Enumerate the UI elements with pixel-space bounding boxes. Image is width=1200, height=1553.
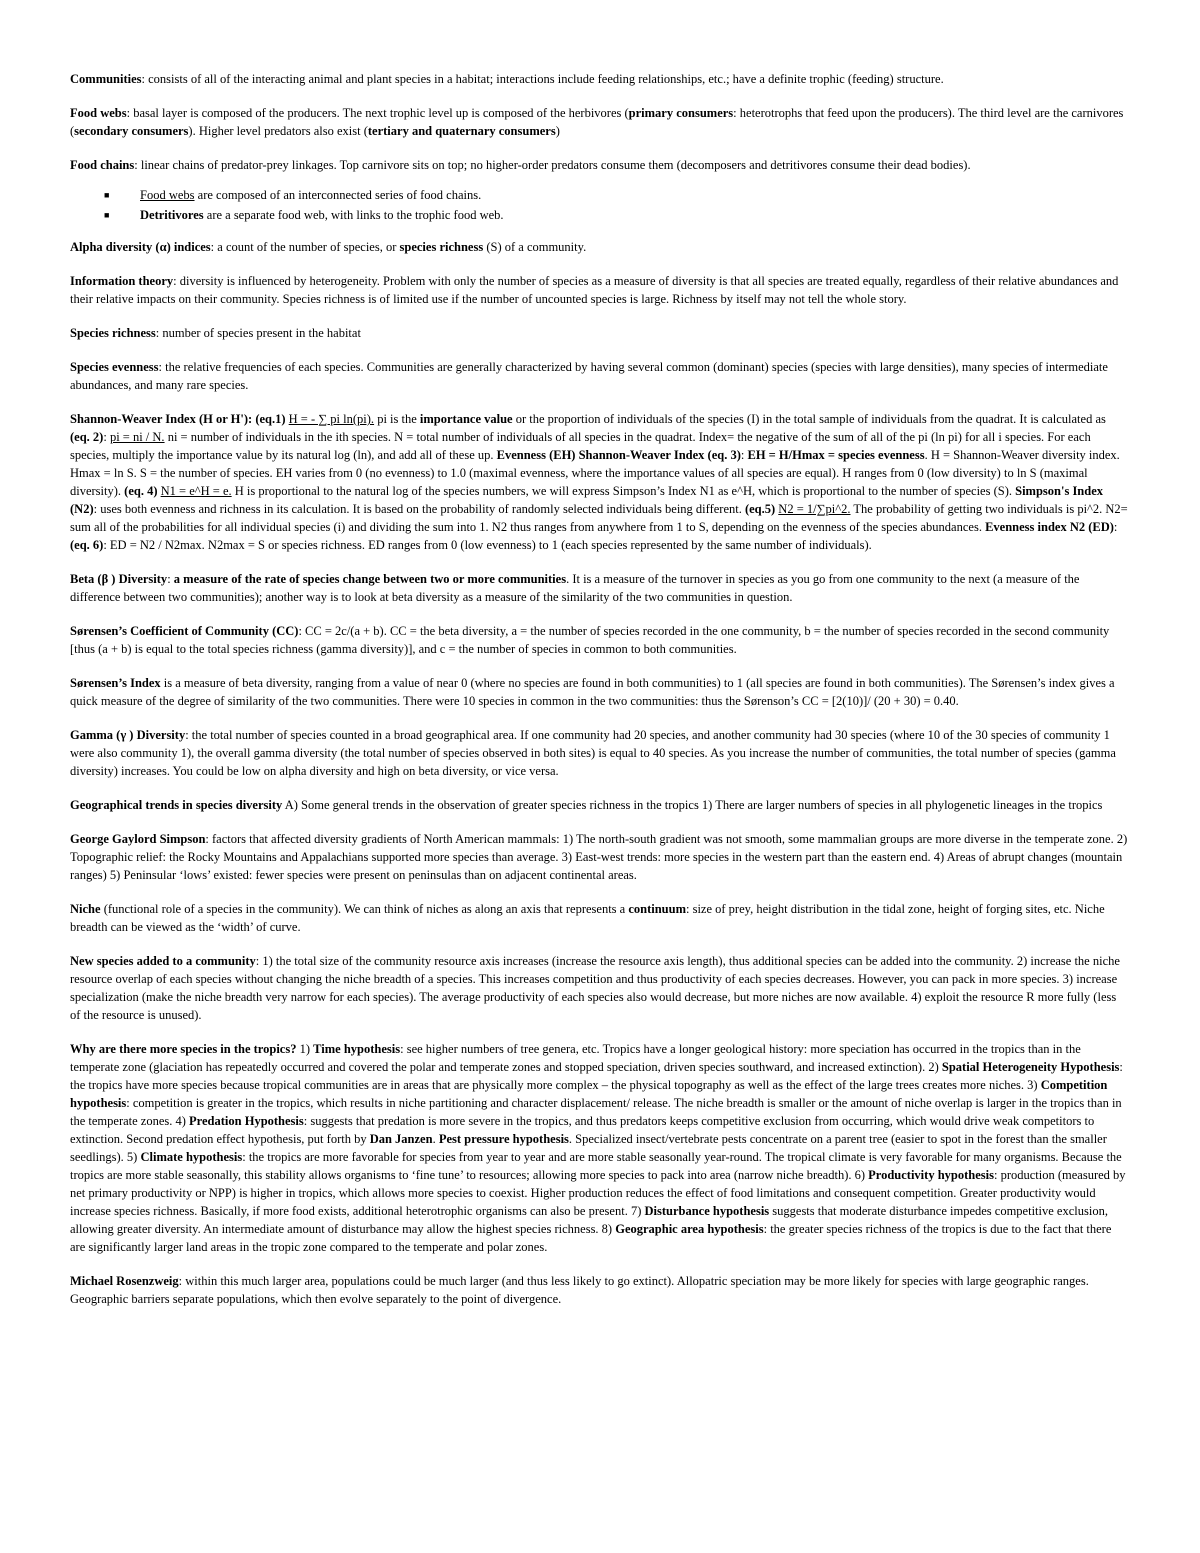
underlined-text: pi = ni / N. xyxy=(109,430,165,444)
term: importance value xyxy=(419,412,513,426)
term: Evenness index N2 (ED) xyxy=(985,520,1114,534)
term: Simpson's Index (N2) xyxy=(70,484,1104,516)
text-run: : the greater species richness of the tropics is due to the fact that there are significantly larger land areas in the tropic zone compared to the temperate and polar zones. xyxy=(70,1222,1112,1254)
term: Disturbance hypothesis xyxy=(644,1204,770,1218)
text-run: : xyxy=(1113,520,1118,534)
term: species richness xyxy=(399,240,484,254)
text-run: suggests that moderate disturbance impedes competitive exclusion, allowing greater diversity. An intermediate amount of disturbance may allow the highest species richness. 8) xyxy=(70,1204,1108,1236)
text-run: are a separate food web, with links to the trophic food web. xyxy=(203,208,504,222)
paragraph-shannon-weaver-index-h-or-h-eq-1 xyxy=(70,410,1128,554)
text-run: A) Some general trends in the observation of greater species richness in the tropics 1) There are larger numbers of species in all phylogenetic lineages in the tropics xyxy=(282,798,1103,812)
term: Geographic area hypothesis xyxy=(615,1222,764,1236)
term: Communities xyxy=(70,72,142,86)
text-run: : 1) the total size of the community resource axis increases (increase the resource axis length), thus additional species can be added into the community. 2) increase the niche resource overlap of each species without changing the niche breadth of a species. This increases competition and thus productivity of each species decreases. However, you can pack in more species. 3) increase specialization (make the niche breadth very narrow for each species). The average productivity of each species also would decrease, but more niches are now available. 4) exploit the resource R more fully (less of the resource is unused). xyxy=(70,954,1120,1022)
term: Information theory xyxy=(70,274,174,288)
text-run: (S) of a community. xyxy=(483,240,587,254)
text-run: ). Higher level predators also exist ( xyxy=(188,124,368,138)
text-run: : factors that affected diversity gradients of North American mammals: 1) The north-south gradient was not smooth, some mammalian groups are more diverse in the temperate zone. 2) Topographic relief: the Rocky Mountains and Appalachians supported more species than average. 3) East-west trends: more species in the western part than the eastern end. 4) Areas of abrupt changes (mountain ranges) 5) Peninsular ‘lows’ existed: fewer species were present on peninsulas than on adjacent continental areas. xyxy=(70,832,1128,882)
term: EH = H/Hmax = species evenness xyxy=(747,448,925,462)
text-run: . H = Shannon-Weaver diversity index. Hmax = ln S. S = the number of species. EH varies from 0 (no evenness) to 1.0 (maximal evenness, where the importance values of all species are equal). H ranges from 0 (low diversity) to ln S (maximal diversity). xyxy=(70,448,1120,498)
text-run: ni = number of individuals in the ith species. N = total number of individuals of all species in the quadrat. Index= the negative of the sum of all of the pi (ln pi) for all i species. For each species, multiply the importance value by its natural log (ln), and add all of these up. xyxy=(70,430,1091,462)
text-run: : xyxy=(740,448,748,462)
term: Pest pressure hypothesis xyxy=(438,1132,569,1146)
text-run: : xyxy=(167,572,174,586)
paragraph-information-theory xyxy=(70,272,1128,308)
term: Michael Rosenzweig xyxy=(70,1274,179,1288)
underlined-text: N2 = 1/∑pi^2. xyxy=(778,502,851,516)
paragraph-food-webs xyxy=(70,104,1128,140)
term: (eq. 2) xyxy=(70,430,104,444)
paragraph-communities xyxy=(70,70,1128,88)
text-run: . It is a measure of the turnover in species as you go from one community to the next (a measure of the difference between two communities); another way is to look at beta diversity as a measure of the similarity of the two communities in question. xyxy=(70,572,1080,604)
text-run: The probability of getting two individuals is pi^2. N2= sum all of the probabilities for all individual species (i) and dividing the sum into 1. N2 thus ranges from anywhere from 1 to S, depending on the evenness of the species abundances. xyxy=(70,502,1128,534)
term: Dan Janzen xyxy=(369,1132,433,1146)
term: (eq. 6) xyxy=(70,538,104,552)
term: Species richness xyxy=(70,326,156,340)
text-run: . xyxy=(432,1132,439,1146)
paragraph-michael-rosenzweig xyxy=(70,1272,1128,1308)
text-run: : xyxy=(103,430,110,444)
term: Gamma (γ ) Diversity xyxy=(70,728,186,742)
paragraph-alpha-diversity-indices xyxy=(70,238,1128,256)
term: Food webs xyxy=(70,106,127,120)
paragraph-why-are-there-more-species-in-the-tropic xyxy=(70,1040,1128,1256)
term: Food chains xyxy=(70,158,135,172)
paragraph-beta-diversity xyxy=(70,570,1128,606)
text-run: H is proportional to the natural log of the species numbers, we will express Simpson’s Index N1 as e^H, which is proportional to the number of species (S). xyxy=(231,484,1016,498)
text-run: : number of species present in the habitat xyxy=(155,326,361,340)
term: Species evenness xyxy=(70,360,159,374)
paragraph-new-species-added-to-a-community xyxy=(70,952,1128,1024)
paragraph-niche xyxy=(70,900,1128,936)
text-run: is a measure of beta diversity, ranging from a value of near 0 (where no species are found in both communities) to 1 (all species are found in both communities). The Sørensen’s index gives a quick measure of the degree of similarity of the two communities. There were 10 species in common in the two communities: thus the Sørenson’s CC = [2(10)]/ (20 + 30) = 0.40. xyxy=(70,676,1115,708)
term: secondary consumers xyxy=(74,124,189,138)
term: George Gaylord Simpson xyxy=(70,832,206,846)
paragraph-george-gaylord-simpson xyxy=(70,830,1128,884)
term: Sørensen’s Index xyxy=(70,676,161,690)
text-run: : the tropics have more species because tropical communities are in areas that are physically more complex – the physical topography as well as the effect of the large trees creates more niches. 3) xyxy=(70,1060,1123,1092)
term: primary consumers xyxy=(628,106,734,120)
text-run: : the tropics are more favorable for species from year to year and are more stable seasonally year-round. The tropical climate is very favorable for many organisms. Because the tropics are more stable seasonally, this stability allows organisms to ‘fine tune’ to resources; allowing more species to pack into area (narrow niche breadth). 6) xyxy=(70,1150,1122,1182)
term: Evenness (EH) Shannon-Weaver Index (eq. 3) xyxy=(496,448,741,462)
term: Climate hypothesis xyxy=(140,1150,243,1164)
paragraph-s-rensen-s-coefficient-of-community-cc xyxy=(70,622,1128,658)
bullet-icon: ■ xyxy=(104,210,110,220)
paragraph-s-rensen-s-index xyxy=(70,674,1128,710)
term: Time hypothesis xyxy=(313,1042,401,1056)
list-item xyxy=(104,186,1128,204)
term: tertiary and quaternary consumers xyxy=(367,124,556,138)
list-item xyxy=(104,206,1128,224)
paragraph-species-richness xyxy=(70,324,1128,342)
term: Productivity hypothesis xyxy=(868,1168,994,1182)
text-run: : the total number of species counted in a broad geographical area. If one community had 20 species, and another community had 30 species (where 10 of the 30 species of community 1 were also community 1), the overall gamma diversity (the total number of species observed in both sites) is equal to 40 species. As you increase the number of communities, the total number of species (gamma diversity) increases. You could be low on alpha diversity and high on beta diversity, or vice versa. xyxy=(70,728,1116,778)
paragraph-species-evenness xyxy=(70,358,1128,394)
text-run: : uses both evenness and richness in its calculation. It is based on the probability of randomly selected individuals being different. xyxy=(93,502,745,516)
term: Detritivores xyxy=(140,208,204,222)
paragraph-gamma-diversity xyxy=(70,726,1128,780)
text-run: : ED = N2 / N2max. N2max = S or species richness. ED ranges from 0 (low evenness) to 1 (each species represented by the same number of individuals). xyxy=(103,538,872,552)
term: a measure of the rate of species change between two or more communities xyxy=(173,572,567,586)
text-run: : within this much larger area, populations could be much larger (and thus less likely to go extinct). Allopatric speciation may be more likely for species with large geographic ranges. Geographic barriers separate populations, which then evolve separately to the point of divergence. xyxy=(70,1274,1089,1306)
text-run: or the proportion of individuals of the species (I) in the total sample of individuals from the quadrat. It is calculated as xyxy=(512,412,1106,426)
term: Sørensen’s Coefficient of Community (CC) xyxy=(70,624,299,638)
text-run: : CC = 2c/(a + b). CC = the beta diversity, a = the number of species recorded in the one community, b = the number of species recorded in the second community [thus (a + b) is equal to the total species richness (gamma diversity)], and c = the number of species in common to both communities. xyxy=(70,624,1110,656)
text-run: : heterotrophs that feed upon the producers). The third level are the carnivores ( xyxy=(70,106,1124,138)
term: Spatial Heterogeneity Hypothesis xyxy=(941,1060,1120,1074)
term: Why are there more species in the tropics? xyxy=(70,1042,297,1056)
text-run: : consists of all of the interacting animal and plant species in a habitat; interactions include feeding relationships, etc.; have a definite trophic (feeding) structure. xyxy=(141,72,944,86)
text-run: are composed of an interconnected series of food chains. xyxy=(194,188,482,202)
text-run: pi is the xyxy=(374,412,420,426)
term: (eq. 4) xyxy=(124,484,158,498)
text-run: (functional role of a species in the community). We can think of niches as along an axis that represents a xyxy=(100,902,629,916)
term: continuum xyxy=(628,902,686,916)
underlined-text: N1 = e^H = e. xyxy=(160,484,232,498)
bullet-list xyxy=(70,186,1128,224)
text-run: : a count of the number of species, or xyxy=(210,240,400,254)
text-run: : basal layer is composed of the producers. The next trophic level up is composed of the herbivores ( xyxy=(126,106,629,120)
paragraph-geographical-trends-in-species-diversity xyxy=(70,796,1128,814)
text-run: : linear chains of predator-prey linkages. Top carnivore sits on top; no higher-order predators consume them (decomposers and detritivores consume their dead bodies). xyxy=(134,158,971,172)
term: Competition hypothesis xyxy=(70,1078,1108,1110)
text-run: . Specialized insect/vertebrate pests concentrate on a parent tree (easier to spot in the forest than the smaller seedlings). 5) xyxy=(70,1132,1107,1164)
text-run: : diversity is influenced by heterogeneity. Problem with only the number of species as a measure of diversity is that all species are treated equally, regardless of their relative abundances and their relative impacts on their community. Species richness is of limited use if the number of uncounted species is large. Richness by itself may not tell the whole story. xyxy=(70,274,1119,306)
text-run: ) xyxy=(555,124,560,138)
bullet-icon: ■ xyxy=(104,190,110,200)
text-run: : size of prey, height distribution in the tidal zone, height of forging sites, etc. Niche breadth can be viewed as the ‘width’ of curve. xyxy=(70,902,1105,934)
term: New species added to a community xyxy=(70,954,256,968)
term: Predation Hypothesis xyxy=(189,1114,304,1128)
text-run: : competition is greater in the tropics, which results in niche partitioning and character displacement/ release. The niche breadth is smaller or the amount of niche overlap is larger in the tropics than in the temperate zones. 4) xyxy=(70,1096,1122,1128)
text-run: : production (measured by net primary productivity or NPP) is higher in tropics, which allows more species to coexist. Higher production reduces the effect of food limitations and consequent competition. Greater productivity would increase species richness. Basically, if more food exists, additional heterotrophic organisms can also be present. 7) xyxy=(70,1168,1126,1218)
term: Shannon-Weaver Index (H or H'): (eq.1) xyxy=(70,412,286,426)
text-run: 1) xyxy=(296,1042,314,1056)
paragraph-food-chains xyxy=(70,156,1128,174)
term: Niche xyxy=(70,902,101,916)
term: Geographical trends in species diversity xyxy=(70,798,283,812)
term: Alpha diversity (α) indices xyxy=(70,240,211,254)
text-run: : see higher numbers of tree genera, etc. Tropics have a longer geological history: more speciation has occurred in the tropics than in the temperate zone (glaciation has repeatedly occurred and covered the polar and temperate zones and stopped speciation, driven species southward, and increased extinction). 2) xyxy=(70,1042,1081,1074)
underlined-text: H = - ∑ pi ln(pi). xyxy=(288,412,375,426)
text-run: : the relative frequencies of each species. Communities are generally characterized by having several common (dominant) species (species with large densities), many species of intermediate abundances, and many rare species. xyxy=(70,360,1108,392)
text-run: : suggests that predation is more severe in the tropics, and thus predators keeps competitive exclusion from occurring, which would drive weak competitors to extinction. Second predation effect hypothesis, put forth by xyxy=(70,1114,1095,1146)
term: Beta (β ) Diversity xyxy=(70,572,168,586)
underlined-text: Food webs xyxy=(140,188,195,202)
term: (eq.5) xyxy=(744,502,776,516)
